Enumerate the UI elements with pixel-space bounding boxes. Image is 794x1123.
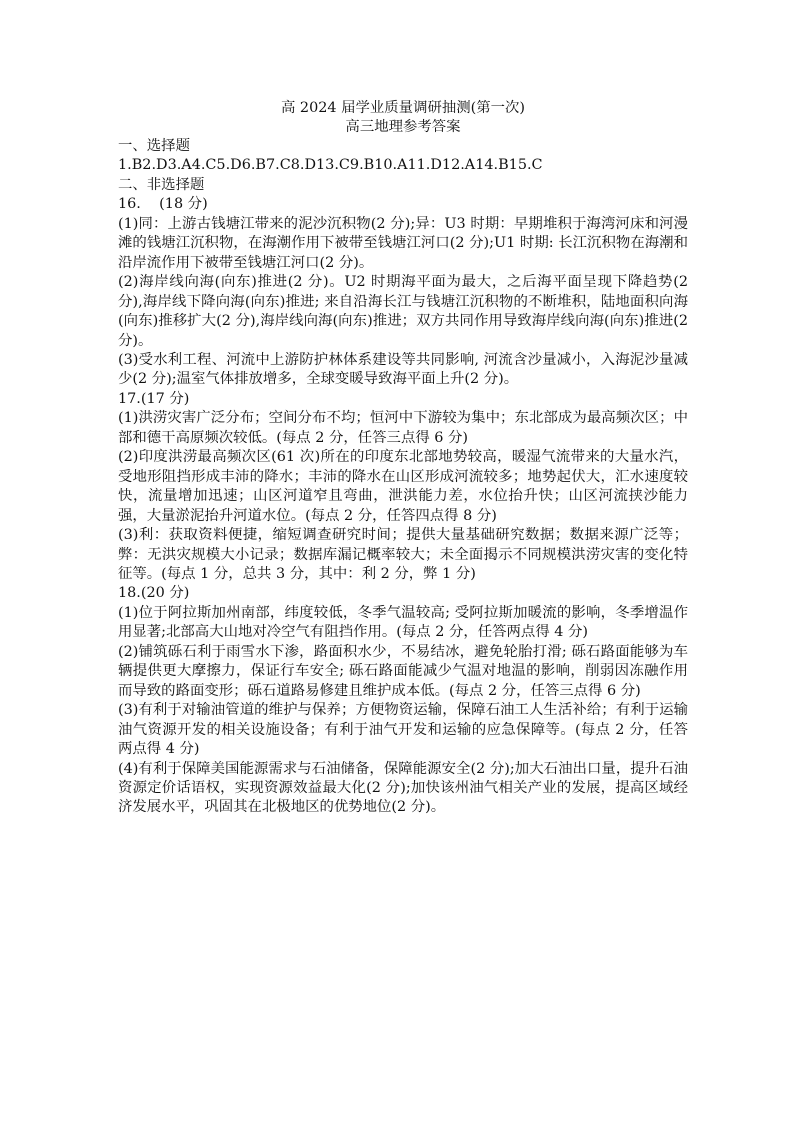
question-18-part-1: (1)位于阿拉斯加州南部，纬度较低，冬季气温较高; 受阿拉斯加暖流的影响，冬季增温作用显著;北部高大山地对冷空气有阻挡作用。(每点 2 分，任答两点得 4 分): [118, 604, 688, 641]
question-18-part-3: (3)有利于对输油管道的维护与保养；方便物资运输，保障石油工人生活补给；有利于运输油气资源开发的相关设施设备；有利于油气开发和运输的应急保障等。(每点 2 分，任答两点得 4 分): [118, 702, 688, 758]
question-17-part-2: (2)印度洪涝最高频次区(61 次)所在的印度东北部地势较高，暖湿气流带来的大量水汽，受地形阻挡形成丰沛的降水；丰沛的降水在山区形成河流较多；地势起伏大，汇水速度较快，流量增加迅速；山区河道窄且弯曲，泄洪能力差，水位抬升快；山区河流挟沙能力强，大量淤泥抬升河道水位。(每点 2 分，任答四点得 8 分): [118, 449, 688, 524]
choice-answers: 1.B2.D3.A4.C5.D6.B7.C8.D13.C9.B10.A11.D12.A14.B15.C: [118, 157, 543, 174]
question-16-part-3: (3)受水利工程、河流中上游防护林体系建设等共同影响, 河流含沙量减小，入海泥沙量减少(2 分);温室气体排放增多，全球变暖导致海平面上升(2 分)。: [118, 351, 688, 388]
question-16-part-1: (1)同：上游古钱塘江带来的泥沙沉积物(2 分);异：U3 时期：早期堆积于海湾河床和河漫滩的钱塘江沉积物，在海潮作用下被带至钱塘江河口(2 分);U1 时期: 长江沉积物在海潮和沿岸流作用下被带至钱塘江河口(2 分)。: [118, 215, 688, 271]
section-heading-nonchoice: 二、非选择题: [118, 176, 205, 193]
document-title: 高 2024 届学业质量调研抽测(第一次): [280, 100, 526, 116]
question-18-part-4: (4)有利于保障美国能源需求与石油储备，保障能源安全(2 分);加大石油出口量，提升石油资源定价话语权，实现资源效益最大化(2 分);加快该州油气相关产业的发展，提高区域经济发展水平，巩固其在北极地区的优势地位(2 分)。: [118, 760, 688, 816]
question-16-part-2: (2)海岸线向海(向东)推进(2 分)。U2 时期海平面为最大，之后海平面呈现下降趋势(2 分),海岸线下降向海(向东)推进; 来自沿海长江与钱塘江沉积物的不断堆积，陆地面积向海(向东)推移扩大(2 分),海岸线向海(向东)推进；双方共同作用导致海岸线向海(向东)推进(2 分)。: [118, 274, 688, 349]
section-heading-choice: 一、选择题: [118, 138, 190, 154]
question-17-part-3: (3)利：获取资料便捷，缩短调查研究时间；提供大量基础研究数据；数据来源广泛等；弊：无洪灾规模大小记录；数据库漏记概率较大；未全面揭示不同规模洪涝灾害的变化特征等。(每点 1 分，总共 3 分，其中：利 2 分，弊 1 分): [118, 527, 688, 582]
question-16-heading: 16. (18 分): [118, 196, 208, 213]
question-17-part-1: (1)洪涝灾害广泛分布；空间分布不均；恒河中下游较为集中；东北部成为最高频次区；中部和德干高原频次较低。(每点 2 分，任答三点得 6 分): [118, 410, 688, 446]
question-18-part-2: (2)铺筑砾石利于雨雪水下渗，路面积水少，不易结冰，避免轮胎打滑; 砾石路面能够为车辆提供更大摩擦力，保证行车安全; 砾石路面能减少气温对地温的影响，削弱因冻融作用而导致的路面变形；砾石道路易修建且维护成本低。(每点 2 分，任答三点得 6 分): [118, 643, 688, 699]
answer-document: [118, 99, 688, 818]
question-18-heading: 18.(20 分): [118, 585, 190, 602]
question-17-heading: 17.(17 分): [118, 390, 190, 407]
document-subtitle: 高三地理参考答案: [345, 119, 461, 135]
